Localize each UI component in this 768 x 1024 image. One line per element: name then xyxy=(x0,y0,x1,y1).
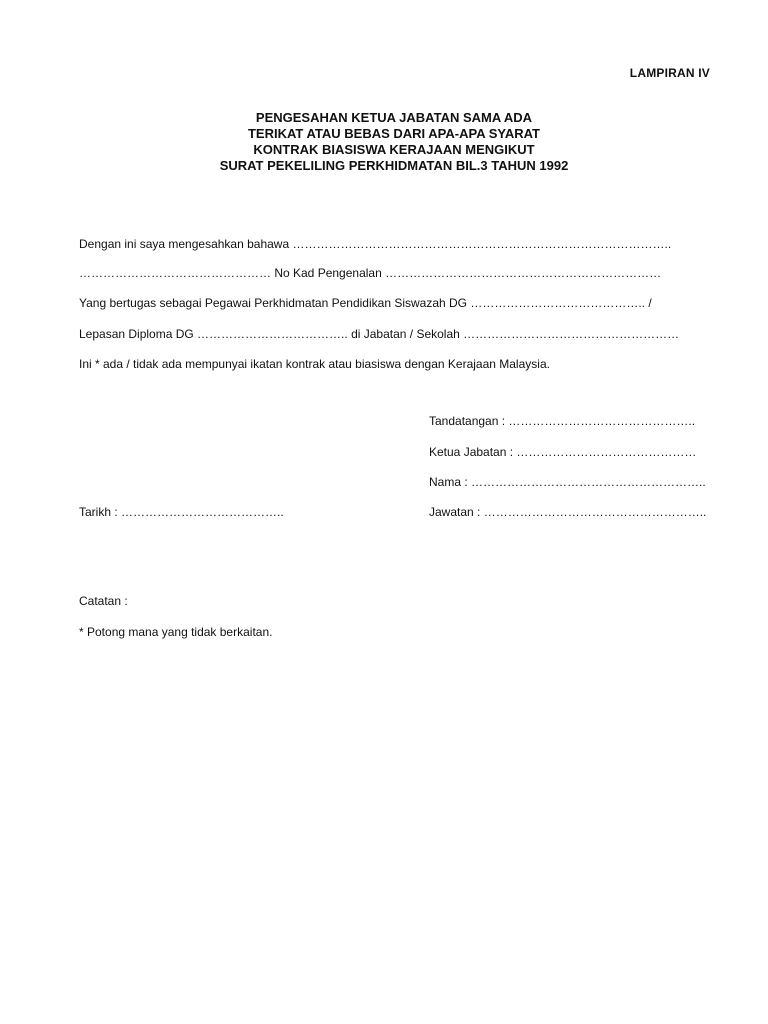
title-line-4: SURAT PEKELILING PERKHIDMATAN BIL.3 TAHUN 1992 xyxy=(219,158,569,173)
graduate-officer-line: Yang bertugas sebagai Pegawai Perkhidmatan Pendidikan Siswazah DG …………………………………….. / xyxy=(79,296,652,310)
title-line-2: TERIKAT ATAU BEBAS DARI APA-APA SYARAT xyxy=(247,126,541,141)
title-line-3: KONTRAK BIASISWA KERAJAAN MENGIKUT xyxy=(253,142,535,157)
name-field: Nama : ………………………………………………….. xyxy=(429,475,706,489)
signature-field: Tandatangan : ……………………………………….. xyxy=(429,414,696,428)
form-title xyxy=(0,110,768,174)
confirmation-line: Dengan ini saya mengesahkan bahawa ………………………………………………………………………………….. xyxy=(79,237,672,251)
title-line-1: PENGESAHAN KETUA JABATAN SAMA ADA xyxy=(255,110,533,125)
notes-heading: Catatan : xyxy=(79,594,128,608)
contract-statement: Ini * ada / tidak ada mempunyai ikatan kontrak atau biasiswa dengan Kerajaan Malaysia. xyxy=(79,357,550,371)
position-field: Jawatan : ……………………………………………….. xyxy=(429,505,707,519)
department-head-field: Ketua Jabatan : ……………………………………… xyxy=(429,445,697,459)
annex-label: LAMPIRAN IV xyxy=(629,66,710,80)
notes-text: * Potong mana yang tidak berkaitan. xyxy=(79,625,273,639)
diploma-line: Lepasan Diploma DG ……………………………….. di Jabatan / Sekolah ……………………………………………… xyxy=(79,327,680,341)
date-field: Tarikh : ………………………………….. xyxy=(79,505,284,519)
ic-number-line: ………………………………………… No Kad Pengenalan …………………………………………………………… xyxy=(79,266,662,280)
